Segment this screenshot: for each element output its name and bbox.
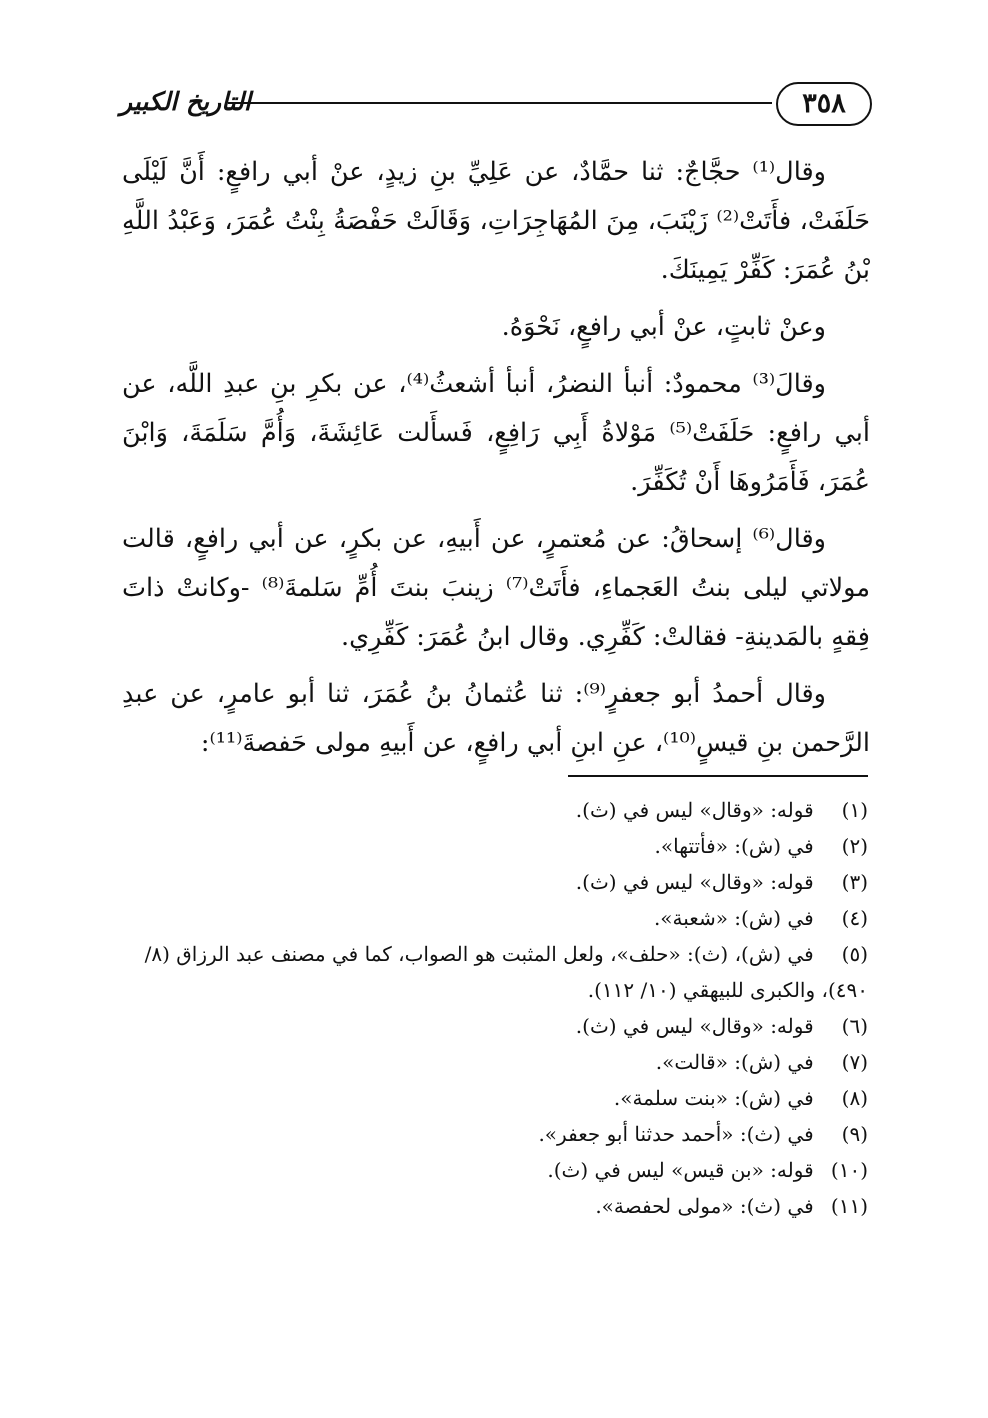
page-header <box>120 82 872 126</box>
footnote <box>124 1116 876 1152</box>
footnote <box>124 864 876 900</box>
footnote-text: في (ش): «فأتتها». <box>654 834 814 858</box>
paragraph: وقالَ⁽³⁾ محمودٌ: أنبأ النضرُ، أنبأ أشعثُ⁽⁴⁾، عن بكرِ بنِ عبدِ اللَّه، عن أبي رافعٍ: حَلَفَتْ⁽⁵⁾ مَوْلاةُ أَبِي رَافِعٍ، فَسأَلت عَائِشَةَ، وَأُمَّ سَلَمَةَ، وَابْنَ عُمَرَ، فَأَمَرُوهَا أَنْ تُكَفِّرَ. <box>122 369 870 497</box>
footnote-text: قوله: «وقال» ليس في (ث). <box>575 870 814 894</box>
footnote <box>124 1008 876 1044</box>
footnote <box>124 900 876 936</box>
footnotes-section <box>124 792 876 1224</box>
page-number: ٣٥٨ <box>776 82 872 126</box>
footnote-number: (٩) <box>841 1122 868 1146</box>
footnote-number: (١) <box>841 798 868 822</box>
footnote-number: (٤) <box>841 906 868 930</box>
footnote-separator <box>568 775 868 777</box>
footnote-text: قوله: «وقال» ليس في (ث). <box>575 1014 814 1038</box>
footnote-text: في (ش): «شعبة». <box>653 906 814 930</box>
footnote-text: في (ش)، (ث): «حلف»، ولعل المثبت هو الصواب، كما في مصنف عبد الرزاق (٨/ ٤٩٠)، والكبرى للبيهقي (١٠/ ١١٢). <box>144 942 868 1002</box>
footnote-text: في (ش): «بنت سلمة». <box>613 1086 814 1110</box>
footnote-number: (٧) <box>841 1050 868 1074</box>
footnote <box>124 1080 876 1116</box>
footnote <box>124 1188 876 1224</box>
paragraph: وقال⁽⁶⁾ إسحاقُ: عن مُعتمرٍ، عن أَبيهِ، عن بكرٍ، عن أبي رافعٍ، قالت مولاتي ليلى بنتُ العَجماءِ، فأَتَتْ⁽⁷⁾ زينبَ بنتَ أُمِّ سَلمةَ⁽⁸⁾ -وكانتْ ذاتَ فِقهٍ بالمَدينةِ- فقالتْ: كَفِّرِي. وقال ابنُ عُمَرَ: كَفِّرِي. <box>122 524 870 652</box>
footnote <box>124 936 876 1008</box>
footnote-text: قوله: «وقال» ليس في (ث). <box>575 798 814 822</box>
footnote <box>124 828 876 864</box>
paragraph: وقال⁽¹⁾ حجَّاجٌ: ثنا حمَّادٌ، عن عَلِيِّ بنِ زيدٍ، عنْ أبي رافعٍ: أَنَّ لَيْلَى حَلَفَتْ، فأَتَتْ⁽²⁾ زَيْنَبَ، مِنَ المُهَاجِرَاتِ، وَقَالَتْ حَفْصَةُ بِنْتُ عُمَرَ، وَعَبْدُ اللَّهِ بْنُ عُمَرَ: كَفِّرْ يَمِينَكَ. <box>122 157 870 285</box>
footnote-text: قوله: «بن قيس» ليس في (ث). <box>547 1158 814 1182</box>
footnote-number: (٢) <box>841 834 868 858</box>
footnote <box>124 1044 876 1080</box>
paragraph: وقال أحمدُ أبو جعفرٍ⁽⁹⁾: ثنا عُثمانُ بنُ عُمَرَ، ثنا أبو عامرٍ، عن عبدِ الرَّحمن بنِ قيسٍ⁽¹⁰⁾، عنِ ابنِ أبي رافعٍ، عن أَبيهِ مولى حَفصةَ⁽¹¹⁾: <box>122 679 870 758</box>
footnote-number: (٣) <box>841 870 868 894</box>
main-text <box>122 148 870 776</box>
footnote-text: في (ش): «قالت». <box>655 1050 814 1074</box>
footnote-text: في (ث): «مولى لحفصة». <box>595 1194 814 1218</box>
paragraph: وعنْ ثابتٍ، عنْ أبي رافعٍ، نَحْوَهُ. <box>501 312 826 342</box>
footnote <box>124 1152 876 1188</box>
footnote-number: (٨) <box>841 1086 868 1110</box>
book-title: التاريخ الكبير <box>120 87 251 116</box>
footnote <box>124 792 876 828</box>
header-rule <box>228 102 772 104</box>
footnote-number: (١١) <box>830 1194 868 1218</box>
footnote-number: (٦) <box>841 1014 868 1038</box>
footnote-number: (١٠) <box>830 1158 868 1182</box>
footnote-number: (٥) <box>841 942 868 966</box>
footnote-text: في (ث): «أحمد حدثنا أبو جعفر». <box>538 1122 814 1146</box>
